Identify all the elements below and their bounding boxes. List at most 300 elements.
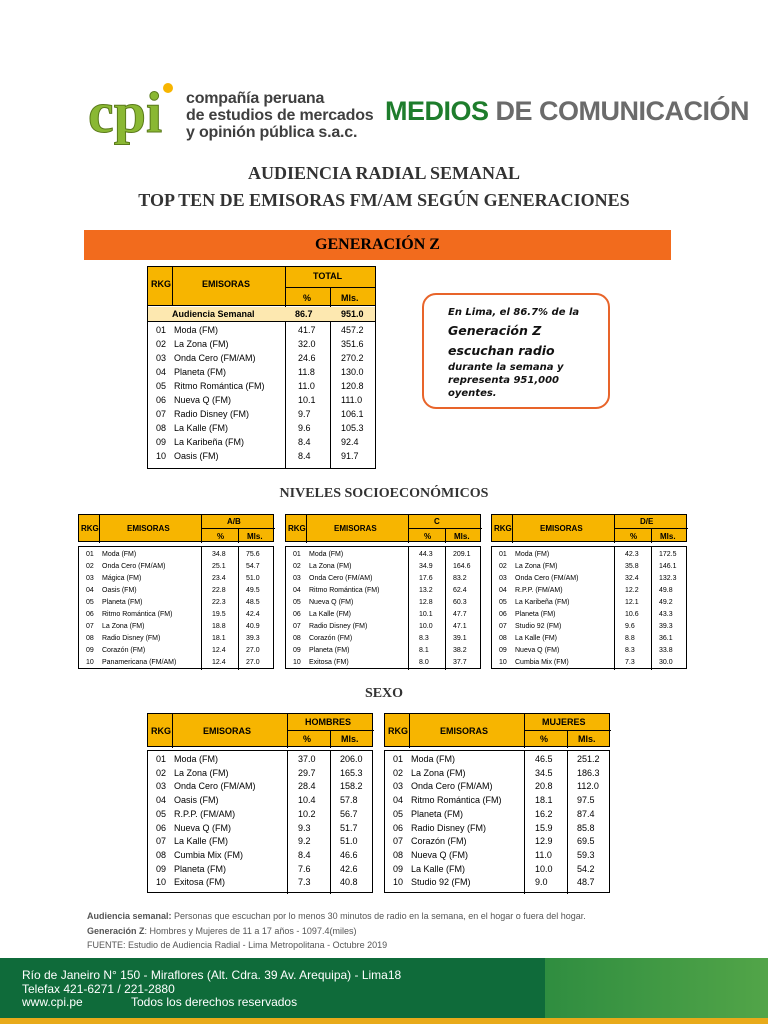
row-station: Ritmo Romántica (FM) — [174, 381, 265, 391]
row-station: La Zona (FM) — [515, 563, 558, 570]
row-mls: 36.1 — [659, 635, 673, 642]
medios-word-2: DE COMUNICACIÓN — [495, 96, 750, 126]
row-rank: 04 — [393, 795, 404, 806]
row-rank: 08 — [156, 849, 167, 860]
row-station: Studio 92 (FM) — [515, 623, 562, 630]
row-rank: 04 — [499, 587, 507, 594]
row-rank: 03 — [156, 353, 167, 363]
note-audiencia-label: Audiencia semanal: — [87, 911, 172, 921]
table-row — [148, 752, 374, 766]
row-mls: 27.0 — [246, 659, 260, 666]
row-mls: 270.2 — [341, 353, 364, 363]
table-row — [148, 807, 374, 821]
col-rkg: RKG — [494, 524, 512, 533]
row-station: Nueva Q (FM) — [411, 849, 469, 860]
row-rank: 01 — [293, 551, 301, 558]
table-row — [492, 645, 688, 657]
table-row — [385, 793, 611, 807]
row-rank: 06 — [499, 611, 507, 618]
row-mls: 186.3 — [577, 767, 600, 778]
table-row — [286, 645, 482, 657]
table-row — [385, 779, 611, 793]
table-row — [492, 621, 688, 633]
row-pct: 8.1 — [419, 647, 429, 654]
row-pct: 12.1 — [625, 599, 639, 606]
callout-box — [422, 293, 610, 409]
sexo-table-mujeres — [384, 713, 610, 893]
row-pct: 20.8 — [535, 781, 553, 792]
row-station: Panamericana (FM/AM) — [102, 659, 177, 666]
row-mls: 91.7 — [341, 451, 359, 461]
table-row — [148, 793, 374, 807]
col-pct: % — [630, 532, 638, 541]
row-pct: 8.4 — [298, 437, 311, 447]
row-pct: 7.3 — [298, 877, 311, 888]
row-pct: 7.6 — [298, 863, 311, 874]
callout-line-6: oyentes. — [448, 388, 497, 399]
row-station: Nueva Q (FM) — [309, 599, 354, 606]
row-mls: 39.3 — [659, 623, 673, 630]
row-station: Cumbia Mix (FM) — [174, 849, 243, 860]
row-station: Moda (FM) — [174, 325, 219, 335]
row-pct: 32.4 — [625, 575, 639, 582]
row-rank: 02 — [156, 767, 167, 778]
row-pct: 22.3 — [212, 599, 226, 606]
row-pct: 35.8 — [625, 563, 639, 570]
row-pct: 10.1 — [419, 611, 433, 618]
callout-line-2: Generación Z — [448, 323, 542, 338]
row-station: Cumbia Mix (FM) — [515, 659, 569, 666]
row-rank: 10 — [156, 877, 167, 888]
row-pct: 8.3 — [625, 647, 635, 654]
row-rank: 01 — [86, 551, 94, 558]
row-rank: 10 — [499, 659, 507, 666]
row-pct: 18.1 — [535, 795, 553, 806]
row-mls: 37.7 — [453, 659, 467, 666]
footer-phones: Telefax 421-6271 / 221-2880 — [22, 982, 175, 996]
row-mls: 106.1 — [341, 409, 364, 419]
row-rank: 05 — [156, 381, 167, 391]
row-rank: 07 — [393, 836, 404, 847]
row-rank: 01 — [499, 551, 507, 558]
col-mls: Mls. — [454, 532, 470, 541]
sexo-table-body — [384, 750, 610, 893]
callout-line-5: representa 951,000 — [448, 375, 559, 386]
row-mls: 27.0 — [246, 647, 260, 654]
row-rank: 03 — [499, 575, 507, 582]
row-rank: 02 — [293, 563, 301, 570]
row-mls: 130.0 — [341, 367, 364, 377]
note-audiencia — [87, 911, 586, 921]
table-row — [148, 379, 375, 393]
row-pct: 9.3 — [298, 822, 311, 833]
row-rank: 04 — [86, 587, 94, 594]
table-row — [385, 807, 611, 821]
row-pct: 34.9 — [419, 563, 433, 570]
note-audiencia-text: Personas que escuchan por lo menos 30 minutos de radio en la semana, en el hogar o fuera del hogar. — [171, 911, 586, 921]
table-row — [286, 609, 482, 621]
row-rank: 02 — [86, 563, 94, 570]
table-row — [148, 407, 375, 421]
row-rank: 07 — [86, 623, 94, 630]
col-pct: % — [217, 532, 225, 541]
row-rank: 08 — [393, 849, 404, 860]
row-pct: 25.1 — [212, 563, 226, 570]
row-station: R.P.P. (FM/AM) — [174, 808, 236, 819]
table-row — [148, 821, 374, 835]
row-rank: 04 — [156, 795, 167, 806]
table-row — [492, 549, 688, 561]
row-rank: 07 — [156, 836, 167, 847]
row-pct: 10.1 — [298, 395, 316, 405]
row-mls: 51.0 — [340, 836, 358, 847]
row-mls: 83.2 — [453, 575, 467, 582]
row-pct: 9.2 — [298, 836, 311, 847]
row-rank: 10 — [293, 659, 301, 666]
company-name — [186, 90, 373, 141]
note-generacion-label: Generación Z — [87, 926, 145, 936]
table-row — [385, 834, 611, 848]
row-rank: 10 — [86, 659, 94, 666]
row-mls: 57.8 — [340, 795, 358, 806]
table-row — [492, 609, 688, 621]
table-row — [385, 752, 611, 766]
title-line-2: TOP TEN DE EMISORAS FM/AM SEGÚN GENERACIONES — [138, 190, 630, 210]
col-emisoras: EMISORAS — [440, 726, 489, 736]
row-station: La Zona (FM) — [102, 623, 145, 630]
table-row — [385, 766, 611, 780]
col-emisoras: EMISORAS — [203, 726, 252, 736]
row-pct: 46.5 — [535, 754, 553, 764]
table-row — [79, 609, 275, 621]
row-pct: 44.3 — [419, 551, 433, 558]
footer-stripe — [545, 958, 768, 1024]
table-row — [148, 351, 375, 365]
col-mls: Mls. — [341, 293, 359, 303]
col-emisoras: EMISORAS — [540, 524, 583, 533]
row-station: Nueva Q (FM) — [174, 822, 232, 833]
table-row — [148, 834, 374, 848]
row-mls: 39.3 — [246, 635, 260, 642]
row-pct: 9.6 — [625, 623, 635, 630]
table-row — [148, 862, 374, 876]
row-rank: 09 — [156, 437, 167, 447]
row-mls: 85.8 — [577, 822, 595, 833]
row-pct: 29.7 — [298, 767, 316, 778]
col-pct: % — [303, 293, 312, 303]
row-station: La Zona (FM) — [174, 339, 229, 349]
row-mls: 158.2 — [340, 781, 363, 792]
row-pct: 18.8 — [212, 623, 226, 630]
sexo-table-header — [147, 713, 373, 747]
nse-table-body — [78, 546, 274, 669]
table-row — [385, 875, 611, 889]
table-row — [286, 573, 482, 585]
row-mls: 54.7 — [246, 563, 260, 570]
company-line-1: compañía peruana — [186, 90, 325, 107]
row-pct: 15.9 — [535, 822, 553, 833]
row-pct: 8.0 — [419, 659, 429, 666]
row-station: Mágica (FM) — [102, 575, 142, 582]
row-rank: 05 — [393, 808, 404, 819]
row-rank: 01 — [393, 754, 404, 764]
row-mls: 60.3 — [453, 599, 467, 606]
row-station: Moda (FM) — [309, 551, 344, 558]
row-mls: 40.9 — [246, 623, 260, 630]
row-station: Planeta (FM) — [515, 611, 556, 618]
row-pct: 13.2 — [419, 587, 433, 594]
row-rank: 07 — [499, 623, 507, 630]
row-station: La Kalle (FM) — [309, 611, 352, 618]
audiencia-row — [148, 307, 375, 321]
table-row — [79, 585, 275, 597]
note-generacion — [87, 926, 356, 936]
row-station: Moda (FM) — [174, 754, 219, 764]
row-rank: 04 — [293, 587, 301, 594]
row-rank: 03 — [86, 575, 94, 582]
row-rank: 03 — [393, 781, 404, 792]
row-rank: 04 — [156, 367, 167, 377]
row-mls: 112.0 — [577, 781, 599, 792]
row-mls: 46.6 — [340, 849, 358, 860]
sexo-table-header — [384, 713, 610, 747]
nse-table-header — [78, 514, 274, 542]
col-total: TOTAL — [313, 271, 343, 281]
row-station: Radio Disney (FM) — [411, 822, 487, 833]
col-rkg: RKG — [81, 524, 99, 533]
row-station: La Kalle (FM) — [174, 836, 229, 847]
row-pct: 37.0 — [298, 754, 316, 764]
row-mls: 59.3 — [577, 849, 595, 860]
callout-line-3: escuchan radio — [448, 343, 555, 358]
audiencia-label: Audiencia Semanal — [172, 309, 255, 319]
sexo-table-hombres — [147, 713, 373, 893]
row-rank: 01 — [156, 325, 167, 335]
col-segment: D/E — [640, 517, 654, 526]
row-station: Radio Disney (FM) — [174, 409, 250, 419]
row-station: Oasis (FM) — [102, 587, 137, 594]
table-row — [79, 633, 275, 645]
sexo-title: SEXO — [364, 686, 404, 701]
row-rank: 02 — [156, 339, 167, 349]
table-row — [492, 585, 688, 597]
company-line-3: y opinión pública s.a.c. — [186, 124, 358, 141]
row-station: Onda Cero (FM/AM) — [174, 781, 256, 792]
footer-address: Río de Janeiro N° 150 - Miraflores (Alt. Cdra. 39 Av. Arequipa) - Lima18 — [22, 968, 402, 982]
row-rank: 07 — [156, 409, 167, 419]
row-mls: 209.1 — [453, 551, 471, 558]
col-mls: Mls. — [660, 532, 676, 541]
row-mls: 54.2 — [577, 863, 595, 874]
row-station: Studio 92 (FM) — [411, 877, 471, 888]
row-rank: 08 — [86, 635, 94, 642]
note-generacion-text: : Hombres y Mujeres de 11 a 17 años - 1097.4(miles) — [144, 926, 357, 936]
table-row — [286, 561, 482, 573]
table-row — [79, 657, 275, 669]
row-mls: 42.4 — [246, 611, 260, 618]
col-rkg: RKG — [388, 726, 408, 736]
row-mls: 69.5 — [577, 836, 595, 847]
row-station: Planeta (FM) — [102, 599, 143, 606]
row-station: Radio Disney (FM) — [102, 635, 161, 642]
table-row — [148, 848, 374, 862]
footer-rights: Todos los derechos reservados — [131, 995, 298, 1009]
row-mls: 43.3 — [659, 611, 673, 618]
row-pct: 19.5 — [212, 611, 226, 618]
row-rank: 06 — [156, 822, 167, 833]
col-emisoras: EMISORAS — [334, 524, 377, 533]
cpi-logo — [88, 82, 180, 152]
row-mls: 38.2 — [453, 647, 467, 654]
row-mls: 40.8 — [340, 877, 358, 888]
col-pct: % — [424, 532, 432, 541]
row-mls: 92.4 — [341, 437, 359, 447]
row-rank: 02 — [393, 767, 404, 778]
row-rank: 08 — [499, 635, 507, 642]
row-mls: 42.6 — [340, 863, 358, 874]
row-station: La Zona (FM) — [174, 767, 229, 778]
col-mls: Mls. — [341, 734, 359, 744]
row-rank: 08 — [156, 423, 167, 433]
row-mls: 206.0 — [340, 754, 363, 764]
row-station: Onda Cero (FM/AM) — [309, 575, 373, 582]
row-mls: 62.4 — [453, 587, 467, 594]
row-station: Radio Disney (FM) — [309, 623, 368, 630]
row-station: Moda (FM) — [411, 754, 456, 764]
row-pct: 12.9 — [535, 836, 553, 847]
table-row — [148, 365, 375, 379]
table-row — [148, 393, 375, 407]
row-rank: 09 — [293, 647, 301, 654]
logo-letters: cpi — [88, 82, 163, 145]
nse-table-de — [491, 514, 687, 669]
col-mls: Mls. — [247, 532, 263, 541]
row-rank: 08 — [293, 635, 301, 642]
row-mls: 49.8 — [659, 587, 673, 594]
col-segment: MUJERES — [542, 717, 586, 727]
table-row — [286, 621, 482, 633]
row-mls: 251.2 — [577, 754, 600, 764]
row-rank: 05 — [156, 808, 167, 819]
table-row — [79, 573, 275, 585]
row-station: La Zona (FM) — [411, 767, 466, 778]
row-pct: 8.4 — [298, 849, 311, 860]
table-row — [492, 657, 688, 669]
table-row — [79, 561, 275, 573]
row-station: R.P.P. (FM/AM) — [515, 587, 563, 594]
col-pct: % — [540, 734, 549, 744]
row-station: Ritmo Romántica (FM) — [102, 611, 173, 618]
row-pct: 28.4 — [298, 781, 316, 792]
row-rank: 06 — [86, 611, 94, 618]
table-row — [148, 766, 374, 780]
col-segment: C — [434, 517, 440, 526]
col-rkg: RKG — [151, 279, 171, 289]
row-station: Oasis (FM) — [174, 795, 219, 806]
table-row — [148, 323, 375, 337]
row-pct: 10.0 — [419, 623, 433, 630]
row-station: Planeta (FM) — [174, 863, 227, 874]
col-segment: A/B — [227, 517, 241, 526]
row-station: Exitosa (FM) — [174, 877, 226, 888]
row-mls: 146.1 — [659, 563, 677, 570]
row-rank: 07 — [293, 623, 301, 630]
col-pct: % — [303, 734, 312, 744]
table-row — [286, 549, 482, 561]
row-mls: 39.1 — [453, 635, 467, 642]
row-mls: 49.5 — [246, 587, 260, 594]
row-mls: 48.7 — [577, 877, 595, 888]
table-row — [148, 421, 375, 435]
row-pct: 8.8 — [625, 635, 635, 642]
row-rank: 06 — [393, 822, 404, 833]
row-station: Planeta (FM) — [174, 367, 227, 377]
row-mls: 48.5 — [246, 599, 260, 606]
row-station: Oasis (FM) — [174, 451, 219, 461]
col-rkg: RKG — [288, 524, 306, 533]
row-mls: 49.2 — [659, 599, 673, 606]
row-station: Nueva Q (FM) — [515, 647, 560, 654]
row-rank: 06 — [156, 395, 167, 405]
col-mls: Mls. — [578, 734, 596, 744]
row-rank: 06 — [293, 611, 301, 618]
col-rkg: RKG — [151, 726, 171, 736]
main-table-header — [148, 267, 375, 305]
row-station: Exitosa (FM) — [309, 659, 349, 666]
row-pct: 10.0 — [535, 863, 553, 874]
row-mls: 30.0 — [659, 659, 673, 666]
table-row — [286, 585, 482, 597]
row-station: Onda Cero (FM/AM) — [174, 353, 256, 363]
row-rank: 05 — [499, 599, 507, 606]
table-row — [286, 597, 482, 609]
row-rank: 03 — [156, 781, 167, 792]
row-pct: 34.5 — [535, 767, 553, 778]
table-row — [492, 597, 688, 609]
nse-table-c — [285, 514, 481, 669]
row-station: Moda (FM) — [102, 551, 137, 558]
row-pct: 10.4 — [298, 795, 316, 806]
row-rank: 05 — [86, 599, 94, 606]
row-mls: 47.1 — [453, 623, 467, 630]
footer-web-link[interactable]: www.cpi.pe — [22, 995, 83, 1009]
nse-table-header — [491, 514, 687, 542]
row-pct: 9.6 — [298, 423, 311, 433]
row-station: Corazón (FM) — [102, 647, 146, 654]
row-pct: 10.2 — [298, 808, 316, 819]
row-station: Onda Cero (FM/AM) — [515, 575, 579, 582]
audiencia-mls: 951.0 — [341, 309, 364, 319]
table-row — [148, 435, 375, 449]
row-rank: 05 — [293, 599, 301, 606]
table-row — [286, 657, 482, 669]
table-row — [79, 597, 275, 609]
row-pct: 34.8 — [212, 551, 226, 558]
row-station: Moda (FM) — [515, 551, 550, 558]
row-station: Planeta (FM) — [411, 808, 464, 819]
table-row — [148, 337, 375, 351]
row-pct: 11.8 — [298, 367, 315, 377]
row-mls: 457.2 — [341, 325, 364, 335]
row-mls: 351.6 — [341, 339, 364, 349]
row-mls: 87.4 — [577, 808, 595, 819]
row-station: La Karibeña (FM) — [174, 437, 245, 447]
row-station: Onda Cero (FM/AM) — [411, 781, 493, 792]
row-station: La Zona (FM) — [309, 563, 352, 570]
row-pct: 11.0 — [535, 849, 552, 860]
row-pct: 24.6 — [298, 353, 316, 363]
table-row — [492, 633, 688, 645]
